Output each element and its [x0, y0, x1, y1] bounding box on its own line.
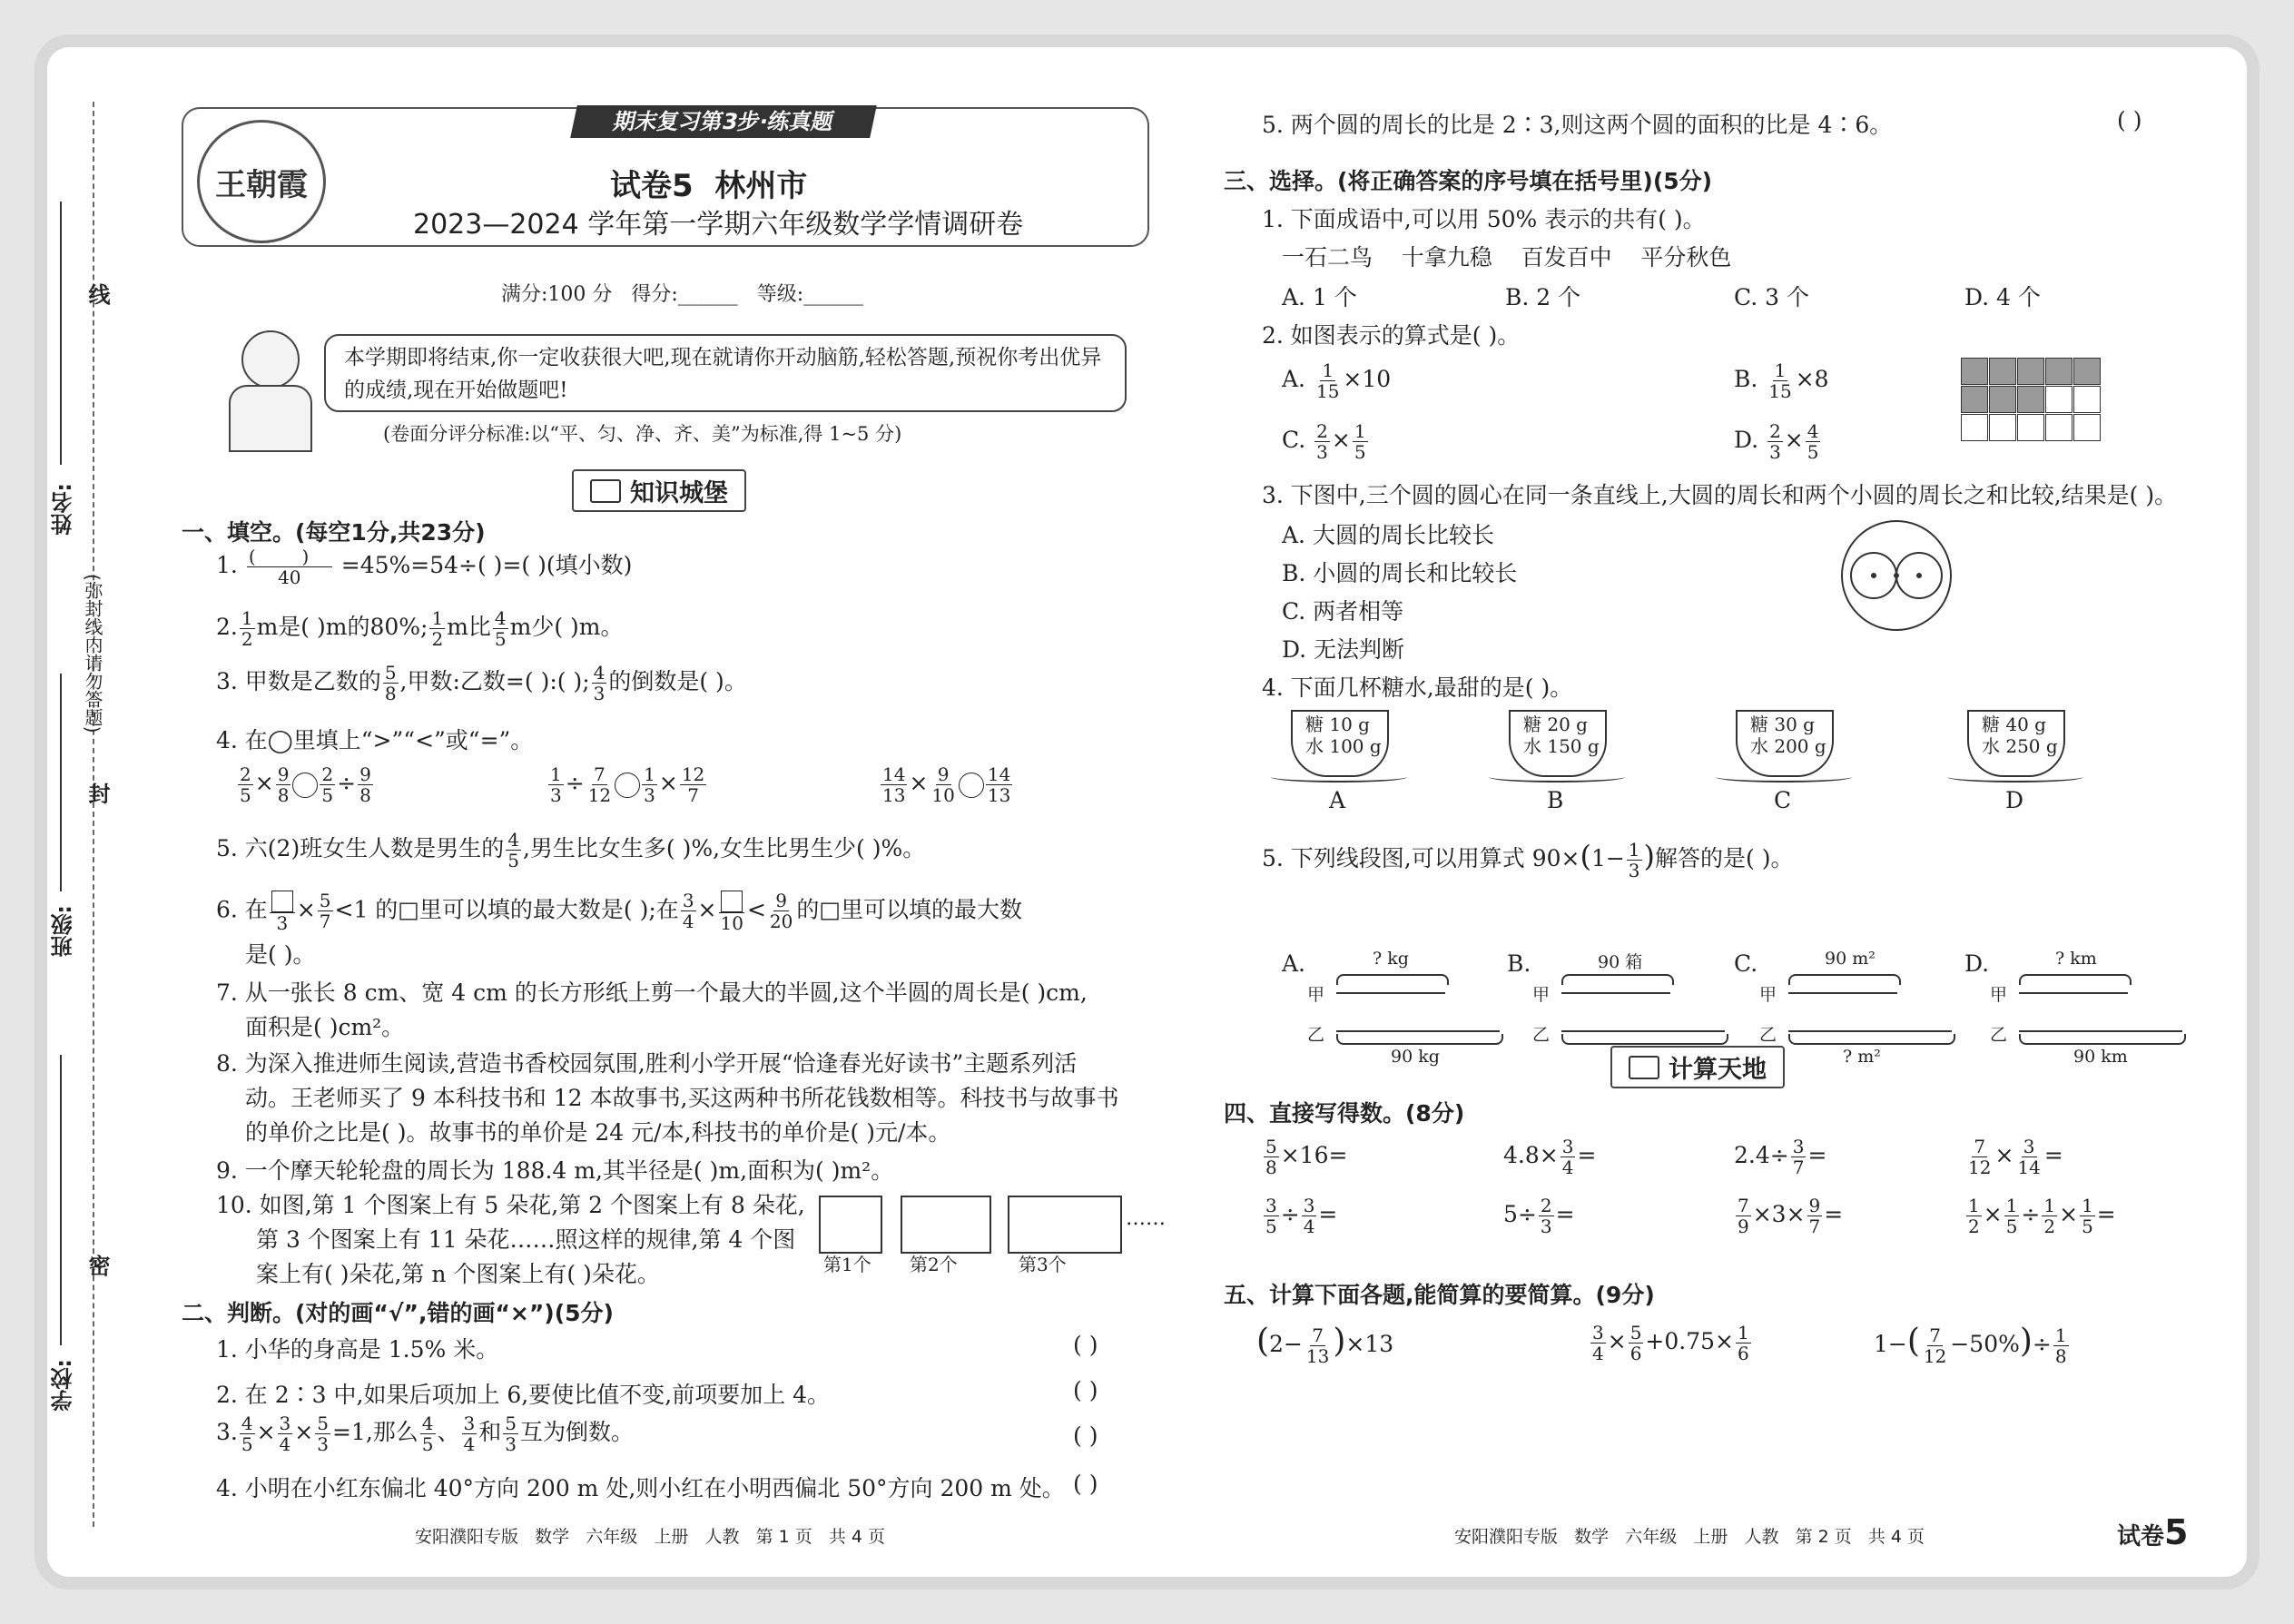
cup-icon	[1509, 710, 1607, 777]
circles-figure	[1840, 519, 1953, 632]
q2-b-label: B.	[1734, 366, 1758, 392]
seg-line-yi	[1336, 1030, 1500, 1032]
s4-title: 四、直接写得数。(8分)	[1224, 1100, 1465, 1127]
calc-5-3-head: 1−	[1874, 1331, 1907, 1357]
seg-line-jia	[1788, 992, 1897, 994]
q1-den: 40	[278, 566, 301, 588]
name-field[interactable]	[60, 202, 62, 465]
cup-label: B	[1547, 787, 1564, 813]
seg-option: C.	[1734, 950, 1758, 977]
test-title: 试卷5 林州市	[610, 168, 808, 204]
calc-tag-label: 计算天地	[1669, 1056, 1767, 1084]
calc-5-3: 1−( $\frac{7}{12}$ −50%)÷ $\frac{1}{8}$	[1874, 1323, 2067, 1367]
seg-line-yi	[1788, 1030, 1952, 1032]
seg-line-jia	[1336, 992, 1445, 994]
seg-jia: 甲	[1307, 985, 1325, 1005]
judge-q4: 4. 小明在小红东偏北 40°方向 200 m 处,则小红在小明西偏北 50°方向 200 m 处。	[216, 1475, 1065, 1501]
footer-left: 安阳濮阳专版 数学 六年级 上册 人教 第 1 页 共 4 页	[415, 1527, 886, 1547]
fill-q2: 2. $\frac{1}{2}$ m是( )m的80%; $\frac{1}{2}$ m比 $\frac{4}{5}$ m少( )m。	[216, 607, 624, 650]
saucer	[1489, 772, 1625, 782]
fill-q4-item1: $\frac{2}{5}$ × $\frac{9}{8}$ $\frac{2}{5}$ ÷ $\frac{9}{8}$	[240, 763, 371, 806]
choice-q5: 5. 下列线段图,可以用算式 90×(1− $\frac{1}{3}$ )解答的是( )。	[1262, 839, 1794, 881]
fill-q4-item2: $\frac{1}{3}$ ÷ $\frac{7}{12}$ $\frac{1}{3}$ × $\frac{12}{7}$	[550, 763, 705, 806]
score-line: 满分:100 分 得分:______ 等级:______	[501, 283, 864, 306]
cup-sugar: 糖 20 g	[1523, 714, 1588, 735]
q5-b: 解答的是( )。	[1655, 845, 1794, 871]
choice-q3: 3. 下图中,三个圆的圆心在同一条直线上,大圆的周长和两个小圆的周长之和比较,结果是( )。	[1262, 482, 2178, 508]
seg-top-label: 90 箱	[1598, 952, 1643, 972]
class-field[interactable]	[60, 674, 62, 891]
fill-q7-b: 面积是( )cm²。	[245, 1014, 405, 1040]
choice-q2: 2. 如图表示的算式是( )。	[1262, 322, 1521, 349]
seg-bottom-brace	[1788, 1034, 1955, 1045]
q2-c-label: C.	[1282, 427, 1306, 453]
seg-bottom-brace	[1561, 1034, 1728, 1045]
cup-label: D	[2005, 787, 2024, 813]
fill-q9: 9. 一个摩天轮轮盘的周长为 188.4 m,其半径是( )m,面积为( )m²。	[216, 1157, 894, 1184]
fill-q1: 1. ( ) 40 =45%=54÷( )=( )(填小数)	[216, 546, 633, 588]
grid-cell	[1961, 386, 1988, 413]
calc-4-2: 4.8× $\frac{3}{4}$ =	[1503, 1136, 1597, 1178]
calc-4-4-eq: =	[2043, 1142, 2063, 1168]
fill-q6-d: 是( )。	[245, 941, 316, 968]
calc-4-4-op: ×	[1994, 1142, 2014, 1168]
calc-5-3-tail: ÷	[2032, 1331, 2052, 1357]
name-label: 姓名:	[51, 483, 76, 536]
q2-d-label: D.	[1734, 427, 1759, 453]
cup-label: A	[1329, 787, 1346, 813]
calc-tag	[1610, 1046, 1785, 1088]
seg-top-label: ? km	[2055, 949, 2097, 969]
paper-badge	[2117, 1512, 2188, 1552]
teacher-illustration	[241, 330, 300, 389]
judge-q3-c: 和	[478, 1419, 502, 1445]
seg-option: A.	[1282, 950, 1306, 977]
cup-sugar: 糖 30 g	[1750, 714, 1815, 735]
seg-line-jia	[2019, 992, 2128, 994]
fill-q5: 5. 六(2)班女生人数是男生的 $\frac{4}{5}$ ,男生比女生多( )%,女生比男生少( )%。	[216, 829, 926, 871]
s3-title: 三、选择。(将正确答案的序号填在括号里)(5分)	[1224, 168, 1713, 194]
judge-q3-d: 互为倒数。	[520, 1419, 635, 1445]
grid-cell	[2073, 386, 2101, 413]
judge-answer-3[interactable]: ( )	[1073, 1422, 1098, 1449]
cup-icon	[1736, 710, 1834, 777]
grid-cell	[2045, 358, 2072, 385]
cup-icon	[1291, 710, 1389, 777]
book-icon	[590, 479, 621, 503]
school-label: 学校:	[51, 1359, 76, 1412]
seg-bottom-label: 90 kg	[1391, 1047, 1440, 1067]
q2-text-b: m比	[447, 614, 491, 640]
cup-label: C	[1774, 787, 1792, 813]
grid-cell	[1989, 358, 2016, 385]
knowledge-tag	[572, 469, 746, 512]
s1-title: 一、填空。(每空1分,共23分)	[182, 519, 486, 546]
fill-q4-item3: $\frac{14}{13}$ × $\frac{9}{10}$ $\frac{14}{13}$	[882, 763, 1011, 806]
pattern-1	[819, 1196, 882, 1254]
pattern-label-1: 第1个	[823, 1254, 871, 1275]
q5-b: ,男生比女生多( )%,女生比男生少( )%。	[522, 835, 926, 861]
choice-q1-opt-b: B. 2 个	[1505, 284, 1581, 310]
binding-dashed-line	[93, 102, 94, 1527]
teacher-body	[229, 385, 312, 452]
pattern-label-2: 第2个	[910, 1254, 958, 1275]
seg-yi: 乙	[1990, 1025, 2008, 1045]
test-subtitle: 2023—2024 学年第一学期六年级数学学情调研卷	[413, 209, 1024, 241]
judge-q3-a: 3.	[216, 1419, 238, 1445]
secret-label: 密	[84, 1255, 110, 1276]
q2-a-label: A.	[1282, 366, 1306, 392]
saucer	[1271, 772, 1407, 782]
publisher-logo	[197, 120, 326, 243]
seg-jia: 甲	[1759, 985, 1777, 1005]
cup-water: 水 200 g	[1750, 735, 1826, 757]
q3-a: 3. 甲数是乙数的	[216, 668, 381, 694]
seg-bottom-label: ? m²	[1843, 1047, 1881, 1067]
seg-bottom-brace	[2019, 1034, 2186, 1045]
q6-c: 的□里可以填的最大数	[796, 896, 1022, 923]
calc-4-6-eq: =	[1555, 1201, 1575, 1227]
calc-4-2-eq: =	[1577, 1142, 1597, 1168]
seg-line-yi	[2019, 1030, 2182, 1032]
compare-circle[interactable]	[615, 773, 640, 798]
choice-q1-idioms: 一石二鸟 十拿九稳 百发百中 平分秋色	[1282, 244, 1732, 271]
calc-4-7-op: ×3×	[1752, 1201, 1806, 1227]
calc-4-7: $\frac{7}{9}$ ×3× $\frac{9}{7}$ =	[1738, 1195, 1844, 1237]
q5-a: 5. 六(2)班女生人数是男生的	[216, 835, 505, 861]
fill-q7-a: 7. 从一张长 8 cm、宽 4 cm 的长方形纸上剪一个最大的半圆,这个半圆的周长是( )cm,	[216, 979, 1088, 1006]
q5-a: 5. 下列线段图,可以用算式 90×	[1262, 845, 1580, 871]
seg-top-label: 90 m²	[1825, 949, 1876, 969]
binding-warning: (弥封线内请勿答题)	[82, 574, 103, 733]
choice-q1-opt-a: A. 1 个	[1282, 284, 1357, 310]
calc-4-5-op: ÷	[1280, 1201, 1300, 1227]
q2-text: m是( )m的80%;	[256, 614, 428, 640]
q3-c: 的倒数是( )。	[608, 668, 747, 694]
cup-water: 水 150 g	[1523, 735, 1600, 757]
calc-5-2: $\frac{3}{4}$ × $\frac{5}{6}$ +0.75× $\frac{1}{6}$	[1592, 1322, 1749, 1364]
calc-4-6: 5÷ $\frac{2}{3}$ =	[1503, 1195, 1575, 1237]
judge-answer-2[interactable]: ( )	[1073, 1377, 1098, 1403]
q1-rest: =45%=54÷( )=( )(填小数)	[340, 552, 633, 578]
line-label: 线	[84, 283, 110, 305]
judge-answer-4[interactable]: ( )	[1073, 1471, 1098, 1497]
pattern-ellipsis: ……	[1126, 1207, 1166, 1230]
scoring-note: (卷面分评分标准:以“平、匀、净、齐、美”为标准,得 1~5 分)	[383, 423, 902, 445]
pattern-label-3: 第3个	[1019, 1254, 1067, 1275]
seg-top-brace	[1561, 974, 1674, 985]
q2-text-c: m少( )m。	[509, 614, 624, 640]
seg-top-label: ? kg	[1373, 949, 1409, 969]
knowledge-tag-label: 知识城堡	[630, 479, 728, 507]
calc-5-2-mid: +0.75×	[1645, 1328, 1734, 1354]
seg-yi: 乙	[1532, 1025, 1551, 1045]
footer-right: 安阳濮阳专版 数学 六年级 上册 人教 第 2 页 共 4 页	[1454, 1527, 1925, 1547]
seg-bottom-brace	[1336, 1034, 1503, 1045]
choice-q1-opt-c: C. 3 个	[1734, 284, 1809, 310]
cup-sugar: 糖 10 g	[1305, 714, 1370, 735]
fill-q4: 4. 在◯里填上“>”“<”或“=”。	[216, 727, 534, 753]
choice-q3-opt-d: D. 无法判断	[1282, 636, 1405, 663]
compare-circle[interactable]	[959, 773, 984, 798]
judge-q3: 3. $\frac{4}{5}$ × $\frac{3}{4}$ × $\frac{5}{3}$ =1,那么 $\frac{4}{5}$ 、 $\frac{3}{4}$ 和 $\frac{5}{3}$ 互为倒数。	[216, 1412, 635, 1455]
q1-num: 1.	[216, 552, 238, 578]
header-banner: 期末复习第3步·练真题	[570, 105, 877, 138]
choice-q3-opt-a: A. 大圆的周长比较长	[1282, 522, 1494, 548]
grid-cell	[2073, 358, 2101, 385]
fill-q8-c: 的单价之比是( )。故事书的单价是 24 元/本,科技书的单价是( )元/本。	[245, 1119, 951, 1146]
judge-answer-1[interactable]: ( )	[1073, 1332, 1098, 1358]
fraction-grid	[1961, 358, 2102, 442]
calc-4-2-text: 4.8×	[1503, 1142, 1559, 1168]
pattern-2	[901, 1196, 991, 1254]
badge-number: 5	[2164, 1512, 2189, 1552]
choice-q1: 1. 下面成语中,可以用 50% 表示的共有( )。	[1262, 206, 1706, 232]
q6-a: 6. 在	[216, 896, 268, 923]
saucer	[1947, 772, 2083, 782]
grid-cell	[2073, 414, 2101, 441]
fill-q10-c: 案上有( )朵花,第 n 个图案上有( )朵花。	[256, 1261, 660, 1287]
q3-b: ,甲数:乙数=( ):( );	[399, 668, 590, 694]
seg-jia: 甲	[1990, 985, 2008, 1005]
q6-b: <1 的□里可以填的最大数是( );在	[334, 896, 679, 923]
fill-q6: 6. 在 3 × $\frac{5}{7}$ <1 的□里可以填的最大数是( );在 $\frac{3}{4}$ × 10 < $\frac{9}{20}$ 的□里可以填的最大数	[216, 890, 1022, 934]
calc-4-5-eq: =	[1318, 1201, 1338, 1227]
judge-q3-b: =1,那么	[331, 1419, 418, 1445]
calc-4-3-eq: =	[1807, 1142, 1827, 1168]
choice-q1-opt-d: D. 4 个	[1964, 284, 2041, 310]
calc-4-4: $\frac{7}{12}$ × $\frac{3}{14}$ =	[1968, 1136, 2063, 1178]
book-icon	[1629, 1056, 1659, 1079]
pattern-3	[1008, 1196, 1122, 1254]
calc-4-7-eq: =	[1824, 1201, 1844, 1227]
cup-water: 水 100 g	[1305, 735, 1382, 757]
judge-answer-5[interactable]: ( )	[2117, 107, 2142, 133]
grid-cell	[1961, 358, 1988, 385]
seg-top-brace	[1336, 974, 1449, 985]
school-field[interactable]	[60, 1055, 62, 1345]
calc-4-3: 2.4÷ $\frac{3}{7}$ =	[1734, 1136, 1827, 1178]
choice-q2-opt-d: D. $\frac{2}{3}$ × $\frac{4}{5}$	[1734, 420, 1819, 463]
choice-q3-opt-c: C. 两者相等	[1282, 598, 1404, 625]
seg-option: D.	[1964, 950, 1990, 977]
grid-cell	[1989, 386, 2016, 413]
seal-label: 封	[84, 782, 110, 804]
seg-bottom-label: 90 km	[2073, 1047, 2128, 1067]
grid-cell	[1989, 414, 2016, 441]
cup-water: 水 250 g	[1982, 735, 2058, 757]
fill-q8-a: 8. 为深入推进师生阅读,营造书香校园氛围,胜利小学开展“恰逢春光好读书”主题系列活	[216, 1050, 1078, 1077]
cup-icon	[1967, 710, 2065, 777]
grid-cell	[2017, 358, 2044, 385]
grid-cell	[2017, 414, 2044, 441]
saucer	[1716, 772, 1852, 782]
s5-title: 五、计算下面各题,能简算的要简算。(9分)	[1224, 1282, 1655, 1308]
calc-4-3-text: 2.4÷	[1734, 1142, 1789, 1168]
calc-4-8: $\frac{1}{2}$ × $\frac{1}{5}$ ÷ $\frac{1}{2}$ × $\frac{1}{5}$ =	[1968, 1195, 2116, 1237]
seg-line-jia	[1561, 992, 1670, 994]
grid-cell	[2045, 414, 2072, 441]
s2-title: 二、判断。(对的画“√”,错的画“×”)(5分)	[182, 1300, 614, 1326]
grid-cell	[2017, 386, 2044, 413]
seg-top-brace	[1788, 974, 1901, 985]
seg-yi: 乙	[1759, 1025, 1777, 1045]
seg-yi: 乙	[1307, 1025, 1325, 1045]
seg-jia: 甲	[1532, 985, 1551, 1005]
fill-q8-b: 动。王老师买了 9 本科技书和 12 本故事书,买这两种书所花钱数相等。科技书与故事书	[245, 1085, 1119, 1111]
calc-5-3-mid: −50%	[1950, 1331, 2020, 1357]
class-label: 班级:	[51, 905, 76, 958]
compare-circle[interactable]	[292, 773, 318, 798]
choice-q4: 4. 下面几杯糖水,最甜的是( )。	[1262, 674, 1573, 701]
grid-cell	[1961, 414, 1988, 441]
exam-paper	[47, 47, 2247, 1577]
calc-4-1-text: ×16=	[1280, 1142, 1348, 1168]
choice-q2-opt-a: A. $\frac{1}{15}$ ×10	[1282, 359, 1392, 402]
calc-5-1-tail: ×13	[1345, 1331, 1394, 1357]
seg-top-brace	[2019, 974, 2132, 985]
judge-q2: 2. 在 2∶3 中,如果后项加上 6,要使比值不变,前项要加上 4。	[216, 1382, 831, 1408]
seg-option: B.	[1507, 950, 1531, 977]
choice-q3-opt-b: B. 小圆的周长和比较长	[1282, 560, 1518, 586]
judge-q1: 1. 小华的身高是 1.5% 米。	[216, 1336, 499, 1363]
choice-q2-opt-b: B. $\frac{1}{15}$ ×8	[1734, 359, 1829, 402]
calc-4-6-text: 5÷	[1503, 1201, 1537, 1227]
calc-5-1: (2− $\frac{7}{13}$ )×13	[1256, 1323, 1394, 1367]
badge-label: 试卷	[2117, 1523, 2165, 1550]
cup-sugar: 糖 40 g	[1982, 714, 2046, 735]
intro-bubble: 本学期即将结束,你一定收获很大吧,现在就请你开动脑筋,轻松答题,预祝你考出优异的成绩,现在开始做题吧!	[324, 334, 1127, 412]
logo-text: 王朝霞	[215, 166, 308, 203]
calc-4-1: $\frac{5}{8}$ ×16=	[1265, 1136, 1348, 1178]
fill-q3: 3. 甲数是乙数的 $\frac{5}{8}$ ,甲数:乙数=( ):( ); $\frac{4}{3}$ 的倒数是( )。	[216, 662, 747, 704]
judge-q5: 5. 两个圆的周长的比是 2∶3,则这两个圆的面积的比是 4∶6。	[1262, 112, 1893, 138]
seg-line-yi	[1561, 1030, 1725, 1032]
fill-q10-a: 10. 如图,第 1 个图案上有 5 朵花,第 2 个图案上有 8 朵花,	[216, 1192, 805, 1218]
calc-4-5: $\frac{3}{5}$ ÷ $\frac{3}{4}$ =	[1265, 1195, 1338, 1237]
fill-q10-b: 第 3 个图案上有 11 朵花……照这样的规律,第 4 个图	[256, 1226, 796, 1253]
choice-q2-opt-c: C. $\frac{2}{3}$ × $\frac{1}{5}$	[1282, 420, 1366, 463]
grid-cell	[2045, 386, 2072, 413]
